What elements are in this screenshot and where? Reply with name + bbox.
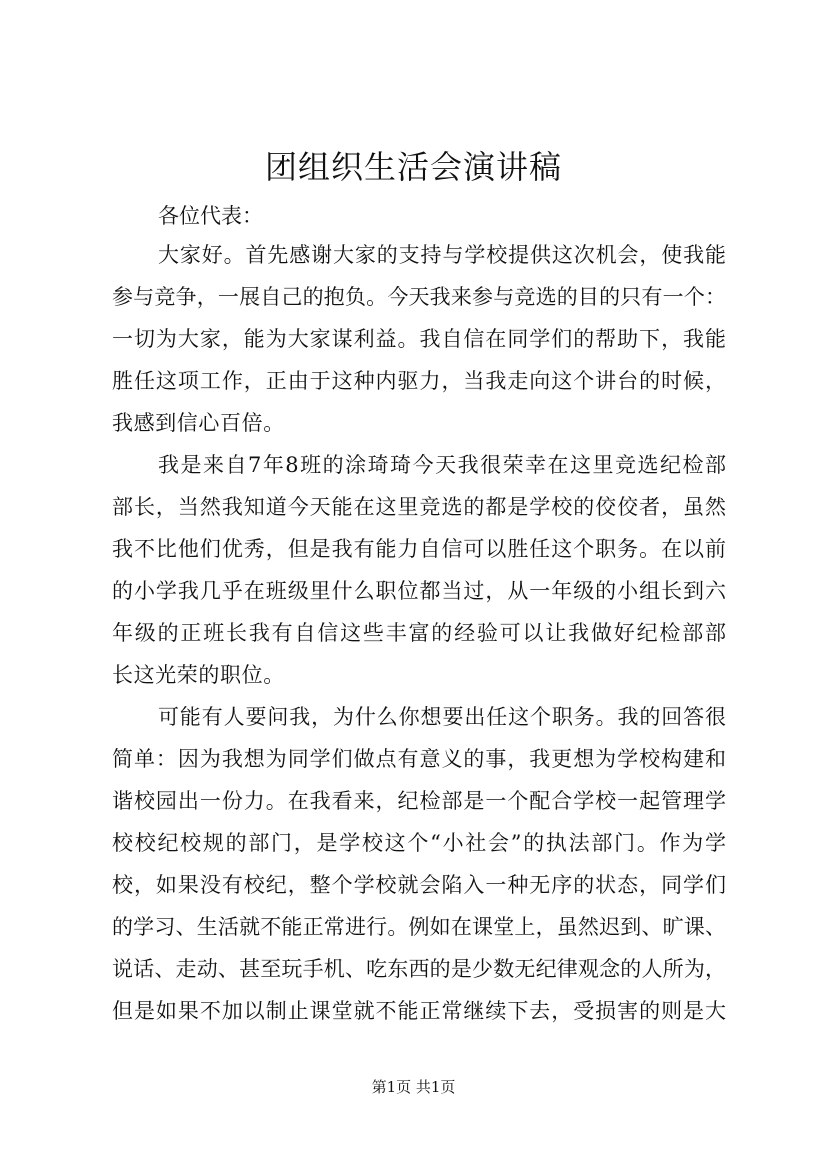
paragraph-2-line-2: 部长，当然我知道今天能在这里竞选的都是学校的佼佼者，虽然	[112, 495, 726, 519]
paragraph-1-line-1: 大家好。首先感谢大家的支持与学校提供这次机会，使我能	[158, 243, 726, 267]
paragraph-3-line-7: 说话、走动、甚至玩手机、吃东西的是少数无纪律观念的人所为，	[112, 957, 726, 981]
paragraph-2-line-6: 长这光荣的职位。	[112, 663, 285, 687]
greeting: 各位代表：	[158, 204, 263, 228]
paragraph-1-line-4: 胜任这项工作，正由于这种内驱力，当我走向这个讲台的时候，	[112, 369, 726, 393]
paragraph-3-line-2: 简单：因为我想为同学们做点有意义的事，我更想为学校构建和	[112, 747, 726, 771]
paragraph-2-line-3: 我不比他们优秀，但是我有能力自信可以胜任这个职务。在以前	[112, 537, 726, 561]
paragraph-3-line-4: 校校纪校规的部门，是学校这个“小社会”的执法部门。作为学	[112, 831, 726, 855]
paragraph-3-line-6: 的学习、生活就不能正常进行。例如在课堂上，虽然迟到、旷课、	[112, 915, 726, 939]
paragraph-1-line-5: 我感到信心百倍。	[112, 411, 285, 435]
paragraph-2-line-1: 我是来自7年8班的涂琦琦今天我很荣幸在这里竞选纪检部	[158, 453, 726, 477]
document-title: 团组织生活会演讲稿	[264, 148, 562, 186]
paragraph-2-line-5: 年级的正班长我有自信这些丰富的经验可以让我做好纪检部部	[112, 621, 726, 645]
paragraph-2-line-4: 的小学我几乎在班级里什么职位都当过，从一年级的小组长到六	[112, 579, 726, 603]
page-footer: 第1页 共1页	[371, 1078, 456, 1096]
paragraph-1-line-2: 参与竞争，一展自己的抱负。今天我来参与竞选的目的只有一个：	[112, 285, 726, 309]
paragraph-1-line-3: 一切为大家，能为大家谋利益。我自信在同学们的帮助下，我能	[112, 327, 726, 351]
paragraph-3-line-1: 可能有人要问我，为什么你想要出任这个职务。我的回答很	[158, 705, 726, 729]
paragraph-3-line-5: 校，如果没有校纪，整个学校就会陷入一种无序的状态，同学们	[112, 873, 726, 897]
paragraph-3-line-8: 但是如果不加以制止课堂就不能正常继续下去，受损害的则是大	[112, 999, 726, 1023]
paragraph-3-line-3: 谐校园出一份力。在我看来，纪检部是一个配合学校一起管理学	[112, 789, 726, 813]
